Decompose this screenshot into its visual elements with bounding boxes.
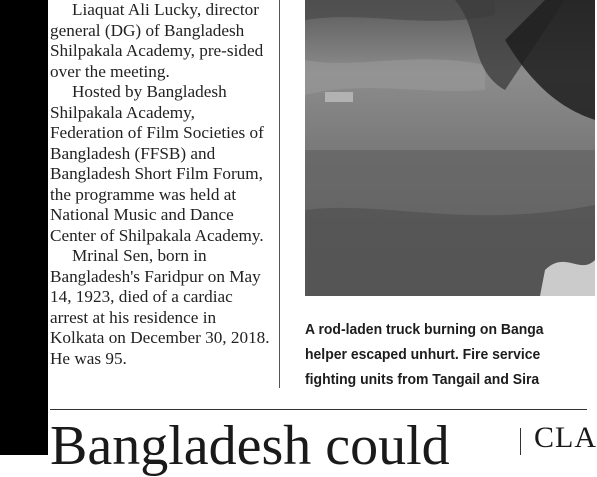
- photo-caption: [305, 317, 581, 392]
- headline-divider: [520, 428, 521, 455]
- page-edge-black-bar: [0, 0, 48, 455]
- next-article-headline: Bangladesh could: [50, 415, 450, 477]
- article-paragraph: Mrinal Sen, born in Bangladesh's Faridpur on May 14, 1923, died of a cardiac arrest at his residence in Kolkata on December 30, 2018. He was 95.: [50, 246, 270, 368]
- column-divider: [279, 0, 280, 388]
- caption-line: fighting units from Tangail and Sira: [305, 371, 540, 388]
- section-label: CLA: [534, 421, 597, 454]
- article-paragraph: Hosted by Bangladesh Shilpakala Academy, Federation of Film Societies of Bangladesh (FFSB) and Bangladesh Short Film Forum, the programme was held at National Music and Dance Center of Shilpakala Academy.: [50, 82, 264, 245]
- caption-line: A rod-laden truck burning on Banga: [305, 321, 544, 338]
- caption-line: helper escaped unhurt. Fire service: [305, 346, 541, 363]
- article-paragraph: Liaquat Ali Lucky, director general (DG) of Bangladesh Shilpakala Academy, pre-sided over the meeting.: [50, 0, 264, 81]
- article-body: [50, 0, 272, 369]
- news-photo: [305, 0, 595, 296]
- section-divider: [50, 409, 587, 410]
- burning-truck-photo-image: [305, 0, 595, 296]
